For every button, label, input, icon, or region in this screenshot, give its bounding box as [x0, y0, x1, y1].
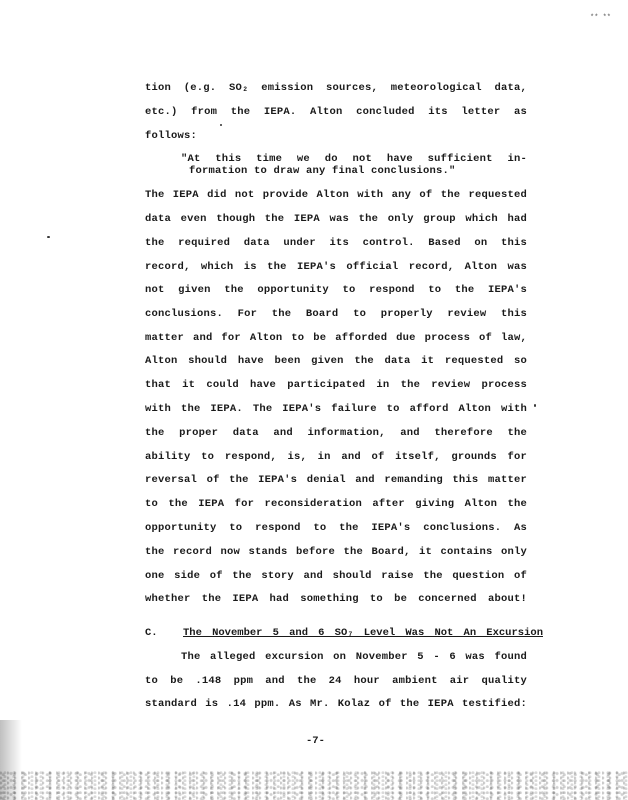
scan-noise-bottom: [0, 770, 628, 800]
body-line: with the IEPA. The IEPA's failure to afford Alton with: [145, 403, 527, 415]
body-line: one side of the story and should raise the question of: [145, 570, 527, 582]
body-line: the record now stands before the Board, it contains only: [145, 546, 527, 558]
scan-speck: [220, 124, 222, 126]
body-line: to be .148 ppm and the 24 hour ambient air quality: [145, 675, 527, 687]
body-line: tion (e.g. SO₂ emission sources, meteorological data,: [145, 82, 527, 94]
section-letter: C.: [145, 627, 158, 639]
body-line: The alleged excursion on November 5 - 6 was found: [181, 651, 527, 663]
quote-line: formation to draw any final conclusions.": [189, 165, 456, 177]
body-line: not given the opportunity to respond to the IEPA's: [145, 284, 527, 296]
quote-line: "At this time we do not have sufficient in-: [181, 153, 527, 165]
body-line: to the IEPA for reconsideration after giving Alton the: [145, 498, 527, 510]
page-number: -7-: [306, 735, 325, 747]
body-line: etc.) from the IEPA. Alton concluded its letter as: [145, 106, 527, 118]
corner-mark: ** **: [590, 14, 612, 22]
body-line: data even though the IEPA was the only group which had: [145, 213, 527, 225]
body-line: follows:: [145, 130, 198, 142]
body-line: record, which is the IEPA's official record, Alton was: [145, 261, 527, 273]
body-line: conclusions. For the Board to properly review this: [145, 308, 527, 320]
body-line: The IEPA did not provide Alton with any of the requested: [145, 189, 527, 201]
body-line: standard is .14 ppm. As Mr. Kolaz of the IEPA testified:: [145, 698, 527, 710]
body-line: the proper data and information, and therefore the: [145, 427, 527, 439]
scan-speck: [47, 236, 50, 238]
body-line: Alton should have been given the data it requested so: [145, 355, 527, 367]
body-line: reversal of the IEPA's denial and remanding this matter: [145, 474, 527, 486]
body-line: opportunity to respond to the IEPA's conclusions. As: [145, 522, 527, 534]
body-line: matter and for Alton to be afforded due process of law,: [145, 332, 527, 344]
scan-speck: [534, 404, 536, 407]
body-line: the required data under its control. Based on this: [145, 237, 527, 249]
body-line: whether the IEPA had something to be concerned about!: [145, 593, 527, 605]
body-line: that it could have participated in the review process: [145, 379, 527, 391]
body-line: ability to respond, is, in and of itself, grounds for: [145, 451, 527, 463]
section-heading: The November 5 and 6 SO₇ Level Was Not An Excursion: [183, 627, 543, 639]
